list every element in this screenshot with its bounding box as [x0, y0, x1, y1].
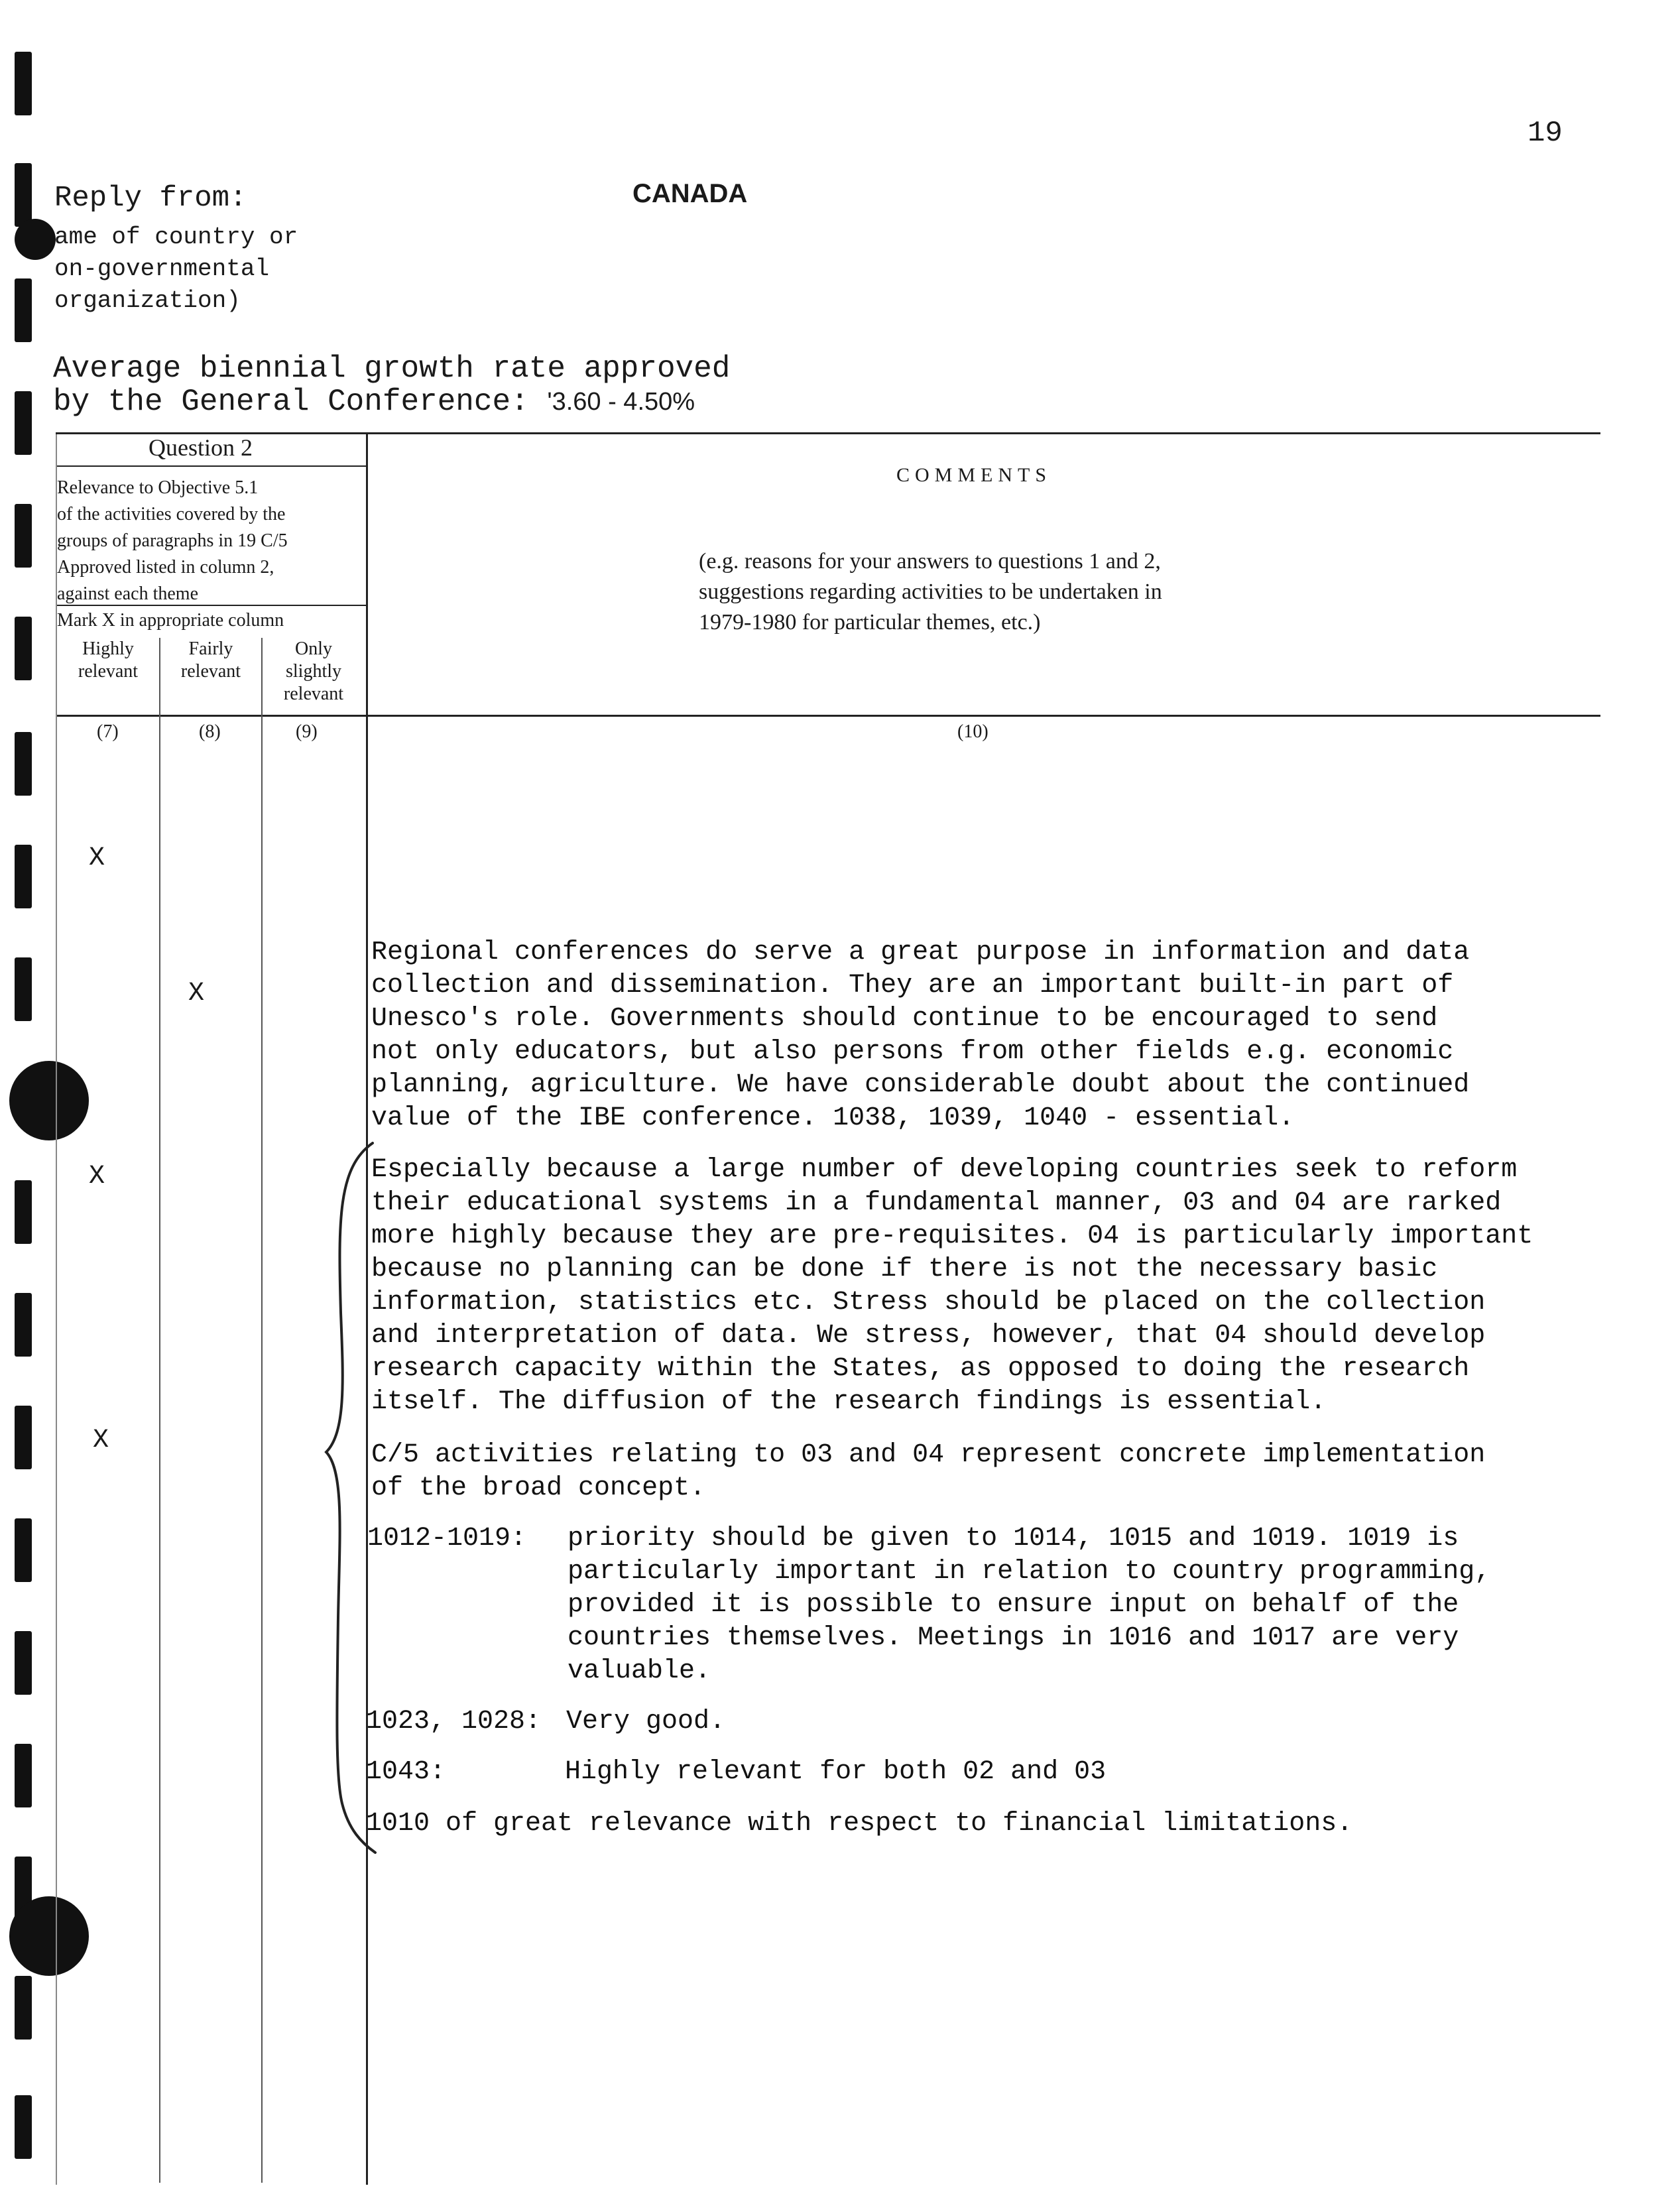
punch-mark: [15, 1976, 32, 2040]
column-header-fairly-relevant: [162, 638, 260, 683]
header-line: Only: [295, 639, 332, 659]
comments-title: COMMENTS: [896, 464, 1052, 486]
comment-c5-activities: [371, 1439, 1485, 1505]
comment-line: Regional conferences do serve a great purpose in information and data: [371, 938, 1470, 967]
desc-line: Relevance to Objective 5.1: [57, 477, 259, 498]
punch-mark: [15, 1180, 32, 1244]
question-description: [57, 475, 288, 607]
column-divider-7-8: [159, 638, 160, 2183]
desc-line: of the activities covered by the: [57, 504, 286, 524]
comment-line: of the broad concept.: [371, 1473, 706, 1503]
comment-regional-conferences: [371, 936, 1469, 1135]
comment-line: valuable.: [568, 1656, 711, 1686]
country-name-note: [54, 221, 298, 317]
country-name: CANADA: [632, 179, 748, 208]
punch-hole: [9, 1896, 89, 1976]
relevance-mark: X: [89, 843, 105, 873]
punch-mark: [15, 617, 32, 680]
relevance-mark: X: [188, 979, 205, 1008]
punch-mark: [15, 732, 32, 796]
column-number-8: (8): [199, 721, 221, 742]
punch-mark: [15, 504, 32, 568]
column-number-7: (7): [97, 721, 119, 742]
comment-line: because no planning can be done if there is not the necessary basic: [371, 1254, 1438, 1284]
growth-rate-prefix: by the General Conference:: [53, 385, 548, 419]
desc-line: against each theme: [57, 583, 199, 604]
desc-line: groups of paragraphs in 19 C/5: [57, 530, 288, 551]
comment-line: Unesco's role. Governments should continue to be encouraged to send: [371, 1004, 1438, 1034]
comment-line: collection and dissemination. They are an important built-in part of: [371, 971, 1454, 1001]
comment-line: and interpretation of data. We stress, however, that 04 should develop: [371, 1321, 1486, 1351]
punch-mark: [15, 1631, 32, 1695]
punch-mark: [15, 278, 32, 342]
comment-line: their educational systems in a fundamental manner, 03 and 04 are rarked: [371, 1188, 1502, 1218]
relevance-mark: X: [89, 1162, 105, 1191]
table-top-rule: [56, 432, 1600, 434]
comment-line: priority should be given to 1014, 1015 and 1019. 1019 is: [568, 1524, 1459, 1554]
hint-line: (e.g. reasons for your answers to questions 1 and 2,: [699, 549, 1161, 574]
note-line: on-governmental: [54, 255, 270, 282]
comment-line: value of the IBE conference. 1038, 1039, 1040 - essential.: [371, 1103, 1295, 1133]
left-border: [56, 434, 57, 2185]
punch-mark: [15, 391, 32, 455]
comment-line: particularly important in relation to country programming,: [568, 1557, 1491, 1587]
page-number: 19: [1528, 117, 1563, 150]
item-1010: 1010 of great relevance with respect to financial limitations.: [366, 1809, 1353, 1839]
relevance-mark: X: [93, 1426, 109, 1455]
header-line: Highly: [82, 639, 134, 659]
reply-from-label: Reply from:: [54, 182, 247, 215]
comment-line: provided it is possible to ensure input on behalf of the: [568, 1590, 1459, 1620]
question-title-rule: [56, 465, 367, 467]
comment-line: Especially because a large number of developing countries seek to reform: [371, 1155, 1518, 1185]
item-1012-1019-key: 1012-1019:: [367, 1524, 527, 1554]
header-line: relevant: [78, 661, 139, 682]
comment-line: more highly because they are pre-requisites. 04 is particularly important: [371, 1221, 1533, 1251]
punch-mark: [15, 1518, 32, 1582]
comment-developing-countries: [371, 1154, 1533, 1419]
comment-line: not only educators, but also persons from other fields e.g. economic: [371, 1037, 1454, 1067]
punch-mark: [15, 845, 32, 908]
punch-mark: [15, 2095, 32, 2159]
column-header-highly-relevant: [58, 638, 158, 683]
desc-line: Approved listed in column 2,: [57, 557, 274, 578]
header-line: relevant: [283, 684, 344, 704]
header-line: relevant: [180, 661, 241, 682]
mark-instruction: Mark X in appropriate column: [57, 610, 284, 631]
comment-line: countries themselves. Meetings in 1016 and 1017 are very: [568, 1623, 1459, 1653]
punch-mark: [15, 1406, 32, 1469]
item-1043-key: 1043:: [366, 1757, 446, 1787]
note-line: ame of country or: [54, 223, 298, 251]
item-1023-1028-key: 1023, 1028:: [366, 1707, 542, 1737]
column-number-10: (10): [957, 721, 989, 742]
comment-line: itself. The diffusion of the research findings is essential.: [371, 1387, 1327, 1417]
note-line: organization): [54, 287, 241, 314]
comment-line: planning, agriculture. We have considerable doubt about the continued: [371, 1070, 1470, 1100]
comments-hint: [699, 546, 1162, 638]
growth-rate-value: '3.60 - 4.50%: [547, 388, 695, 416]
item-1012-1019-value: [568, 1522, 1490, 1688]
hint-line: suggestions regarding activities to be undertaken in: [699, 580, 1162, 604]
punch-mark: [15, 957, 32, 1021]
hint-line: 1979-1980 for particular themes, etc.): [699, 610, 1041, 635]
growth-rate-label-line2: [53, 385, 695, 419]
header-bottom-rule: [56, 715, 1600, 717]
punch-mark: [15, 163, 32, 227]
question-title: Question 2: [149, 434, 253, 461]
growth-rate-label-line1: Average biennial growth rate approved: [53, 351, 731, 386]
comment-line: information, statistics etc. Stress should be placed on the collection: [371, 1288, 1486, 1317]
column-divider-8-9: [261, 638, 263, 2183]
punch-mark: [15, 1744, 32, 1807]
column-header-slightly-relevant: [264, 638, 363, 705]
comment-line: research capacity within the States, as opposed to doing the research: [371, 1354, 1470, 1384]
punch-mark: [15, 1293, 32, 1357]
punch-hole: [9, 1061, 89, 1140]
item-1043-value: Highly relevant for both 02 and 03: [565, 1757, 1107, 1787]
comment-line: C/5 activities relating to 03 and 04 represent concrete implementation: [371, 1440, 1486, 1470]
header-line: slightly: [285, 661, 341, 682]
column-number-9: (9): [296, 721, 318, 742]
item-1023-1028-value: Very good.: [566, 1707, 726, 1737]
punch-mark: [15, 52, 32, 115]
punch-hole: [15, 219, 56, 260]
header-line: Fairly: [188, 639, 233, 659]
